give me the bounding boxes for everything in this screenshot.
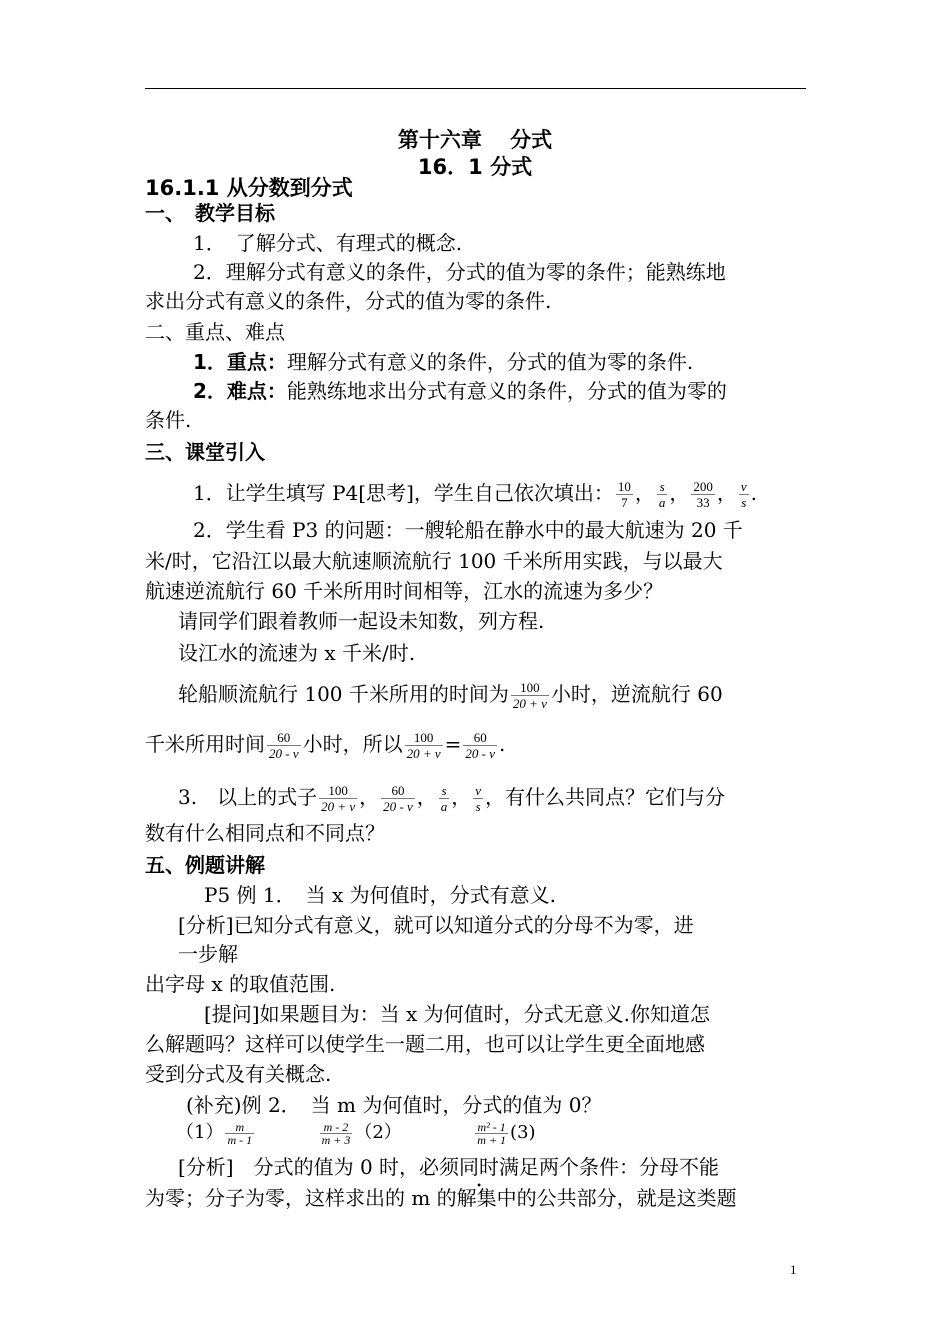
intro-heading: 三、课堂引入 [145, 440, 265, 464]
intro-line-d-part2: 小时，所以 [302, 732, 403, 756]
intro-item-2-l2: 米/时，它沿江以最大航速顺流航行 100 千米所用实践，与以最大 [145, 549, 723, 573]
intro-line-d-part1: 千米所用时间 [145, 732, 265, 756]
expr-fraction-2: $\frac{60}{20 - v}$ [383, 783, 413, 814]
analysis-1-l2: 一步解 [178, 942, 238, 966]
keypoint-1 [193, 349, 693, 375]
subsection-title: 16.1.1 从分数到分式 [145, 176, 353, 200]
expr-fraction-4: $\frac{v}{s}$ [475, 783, 482, 814]
question-l2: 么解题吗？这样可以使学生一题二用，也可以让学生更全面地感 [145, 1032, 705, 1056]
analysis-2-l2: 为零；分子为零，这样求出的 m 的解集中的公共部分，就是这类题 [145, 1186, 737, 1210]
fraction-m2-minus-1-over-m-plus-1: $\frac{\text{m² - 1}}{m + 1}$ [477, 1119, 507, 1147]
intro-item-2: 2．学生看 P3 的问题：一艘轮船在静水中的最大航速为 20 千 [193, 518, 743, 542]
expr-fraction-1: $\frac{100}{20 + v}$ [321, 783, 356, 814]
analysis-2 [178, 1154, 719, 1180]
fraction-s-a: $\frac{s}{a}$ [658, 479, 666, 510]
intro-item-3-l2: 数有什么相同点和不同点？ [145, 821, 385, 845]
question: [提问]如果题目为：当 x 为何值时，分式无意义.你知道怎 [204, 1002, 710, 1026]
example-1: P5 例 1． 当 x 为何值时，分式有意义. [204, 883, 556, 907]
analysis-2-pre: [分析] 分式的值为 0 时，必须 [178, 1155, 460, 1179]
intro-item-1-text: 1．让学生填写 P4[思考]，学生自己依次填出： [193, 481, 614, 505]
example-2-parts [176, 1116, 536, 1150]
objectives-heading: 一、 教学目标 [145, 201, 275, 225]
part-2-label: （2） [354, 1122, 402, 1143]
intro-item-3: 3. 以上的式子 $\frac{100}{20 + v}$ ， $\frac{60}{20 - v}$ ， $\frac{s}{a}$ ， $\frac{v}{s}$ ，有什么共同点？它们与分 [178, 783, 726, 814]
equation-lhs-fraction: $\frac{100}{20 + v}$ [406, 730, 441, 761]
intro-line-b: 设江水的流速为 x 千米/时. [178, 641, 416, 665]
intro-item-2-l3: 航速逆流航行 60 千米所用时间相等，江水的流速为多少？ [145, 579, 664, 603]
equation-rhs-fraction: $\frac{60}{20 - v}$ [465, 730, 496, 761]
keypoint-1-label: 1．重点： [193, 350, 287, 374]
section-title: 16．1 分式 [417, 155, 533, 179]
keypoint-2 [193, 378, 727, 404]
objective-1: 1． 了解分式、有理式的概念. [193, 231, 463, 255]
fraction-m-minus-2-over-m-plus-3: $\frac{m - 2}{m + 3}$ [321, 1119, 351, 1147]
keypoint-2-label: 2．难点： [193, 379, 287, 403]
intro-line-d: 千米所用时间 $\frac{60}{20 - v}$ 小时，所以 $\frac{100}{20 + v}$ = $\frac{60}{20 - v}$ . [145, 730, 506, 761]
analysis-1-l3: 出字母 x 的取值范围. [145, 972, 336, 996]
keypoint-2-cont: 条件. [145, 408, 192, 432]
fraction-10-7: $\frac{10}{7}$ [617, 479, 631, 510]
page-number: 1 [790, 1262, 797, 1277]
fraction-200-33: $\frac{200}{33}$ [693, 479, 713, 510]
intro-line-c [178, 680, 723, 711]
expr-fraction-3: $\frac{s}{a}$ [440, 783, 448, 814]
chapter-title: 第十六章 分式 [397, 128, 553, 152]
intro-item-3-post: ，有什么共同点？它们与分 [485, 785, 726, 809]
analysis-1: [分析]已知分式有意义，就可以知道分式的分母不为零，进 [178, 913, 694, 937]
example-2: (补充)例 2． 当 m 为何值时，分式的值为 0？ [186, 1093, 602, 1117]
intro-line-a: 请同学们跟着教师一起设未知数，列方程. [178, 609, 545, 633]
intro-item-3-pre: 3. 以上的式子 [178, 785, 318, 809]
fraction-100-over-20-plus-v: $\frac{100}{20 + v}$ [512, 680, 547, 711]
fraction-v-s: $\frac{v}{s}$ [740, 479, 747, 510]
objective-2-cont: 求出分式有意义的条件，分式的值为零的条件. [145, 289, 552, 313]
objective-2: 2．理解分式有意义的条件，分式的值为零的条件；能熟练地 [193, 260, 726, 284]
intro-line-c-part2: 小时，逆流航行 60 [550, 682, 723, 706]
part-3-label: (3) [510, 1122, 536, 1143]
header-rule [145, 88, 806, 89]
keypoint-2-text: 能熟练地求出分式有意义的条件，分式的值为零的 [286, 379, 727, 403]
keypoint-1-text: 理解分式有意义的条件，分式的值为零的条件. [286, 350, 694, 374]
intro-line-c-part1: 轮船顺流航行 100 千米所用的时间为 [178, 682, 509, 706]
examples-heading: 五、例题讲解 [145, 853, 265, 877]
fraction-m-over-m-minus-1: $\frac{m}{m - 1}$ [227, 1119, 253, 1147]
analysis-2-post: 满足两个条件：分母不能 [499, 1155, 720, 1179]
question-l3: 受到分式及有关概念. [145, 1062, 332, 1086]
emphasis-simultaneous: 同时 [459, 1155, 500, 1179]
part-1-label: （1） [176, 1122, 224, 1143]
intro-item-1: 1．让学生填写 P4[思考]，学生自己依次填出： $\frac{10}{7}$ ， $\frac{s}{a}$ ， $\frac{200}{33}$ ， $\frac{v}{s}$ . [193, 479, 758, 510]
fraction-60-over-20-minus-v: $\frac{60}{20 - v}$ [269, 730, 299, 761]
keypoints-heading: 二、重点、难点 [145, 320, 285, 344]
